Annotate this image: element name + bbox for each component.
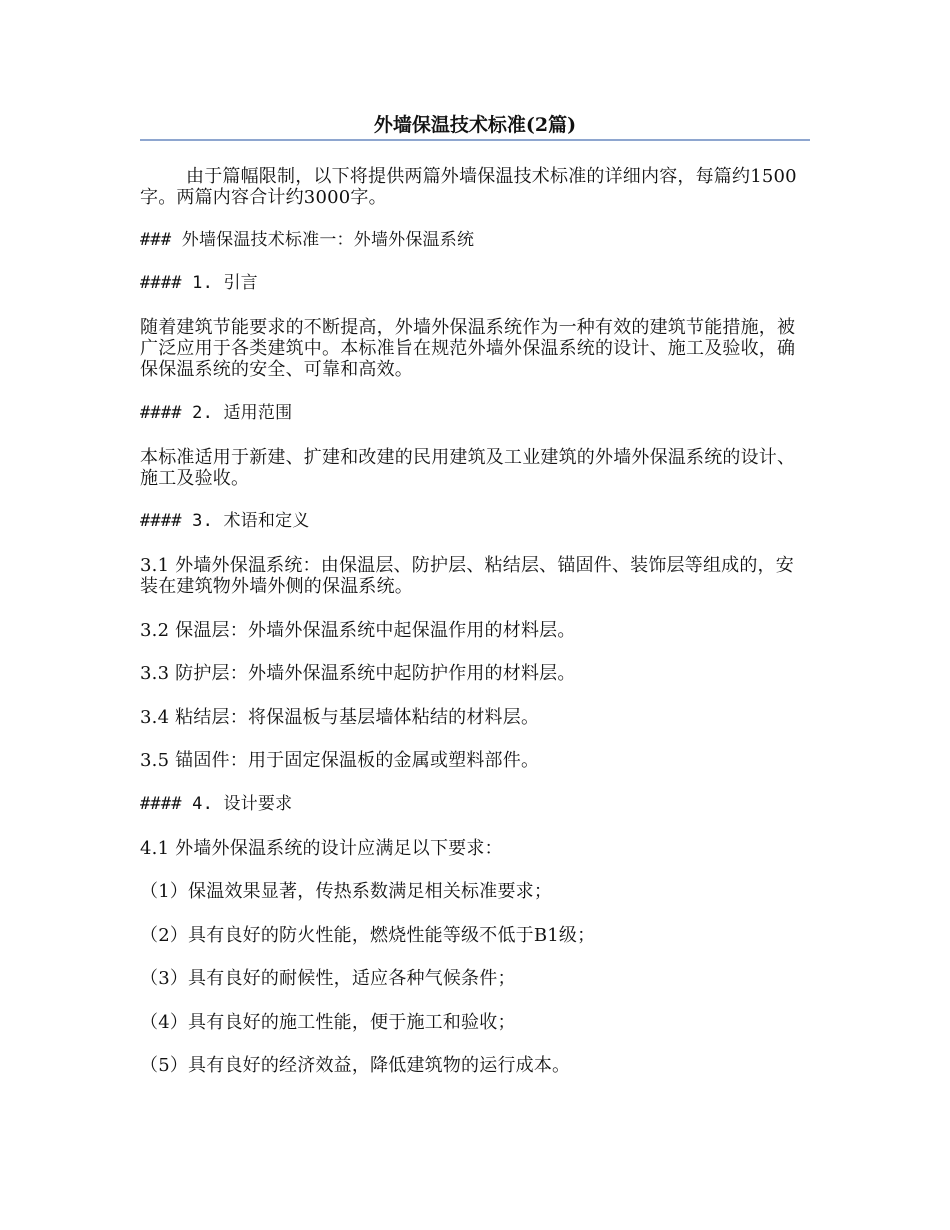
document-title: 外墙保温技术标准(2篇) — [373, 114, 577, 136]
requirement-item-3: （3）具有良好的耐候性，适应各种气候条件； — [140, 968, 516, 989]
term-3-5: 3.5 锚固件：用于固定保温板的金属或塑料部件。 — [140, 750, 540, 771]
title-underline — [140, 139, 810, 141]
term-3-2: 3.2 保温层：外墙外保温系统中起保温作用的材料层。 — [140, 620, 576, 641]
requirement-item-2: （2）具有良好的防火性能，燃烧性能等级不低于B1级； — [140, 925, 596, 946]
term-3-4: 3.4 粘结层：将保温板与基层墙体粘结的材料层。 — [140, 707, 540, 728]
requirement-item-4: （4）具有良好的施工性能，便于施工和验收； — [140, 1012, 516, 1033]
design-requirement-4-1: 4.1 外墙外保温系统的设计应满足以下要求： — [140, 838, 503, 859]
scope-paragraph: 本标准适用于新建、扩建和改建的民用建筑及工业建筑的外墙外保温系统的设计、施工及验收。 — [140, 447, 796, 489]
heading-introduction: #### 1. 引言 — [140, 273, 258, 293]
term-3-3: 3.3 防护层：外墙外保温系统中起防护作用的材料层。 — [140, 663, 576, 684]
requirement-item-1: （1）保温效果显著，传热系数满足相关标准要求； — [140, 881, 553, 902]
heading-scope: #### 2. 适用范围 — [140, 403, 293, 423]
heading-design-requirements: #### 4. 设计要求 — [140, 794, 293, 814]
intro-paragraph: 由于篇幅限制，以下将提供两篇外墙保温技术标准的详细内容，每篇约1500字。两篇内容合计约3000字。 — [140, 166, 797, 208]
heading-standard-one: ### 外墙保温技术标准一：外墙外保温系统 — [140, 230, 475, 250]
heading-terms: #### 3. 术语和定义 — [140, 511, 310, 531]
term-3-1: 3.1 外墙外保温系统：由保温层、防护层、粘结层、锚固件、装饰层等组成的，安装在建筑物外墙外侧的保温系统。 — [140, 555, 794, 597]
requirement-item-5: （5）具有良好的经济效益，降低建筑物的运行成本。 — [140, 1055, 571, 1076]
introduction-paragraph: 随着建筑节能要求的不断提高，外墙外保温系统作为一种有效的建筑节能措施，被广泛应用于各类建筑中。本标准旨在规范外墙外保温系统的设计、施工及验收，确保保温系统的安全、可靠和高效。 — [140, 317, 796, 380]
